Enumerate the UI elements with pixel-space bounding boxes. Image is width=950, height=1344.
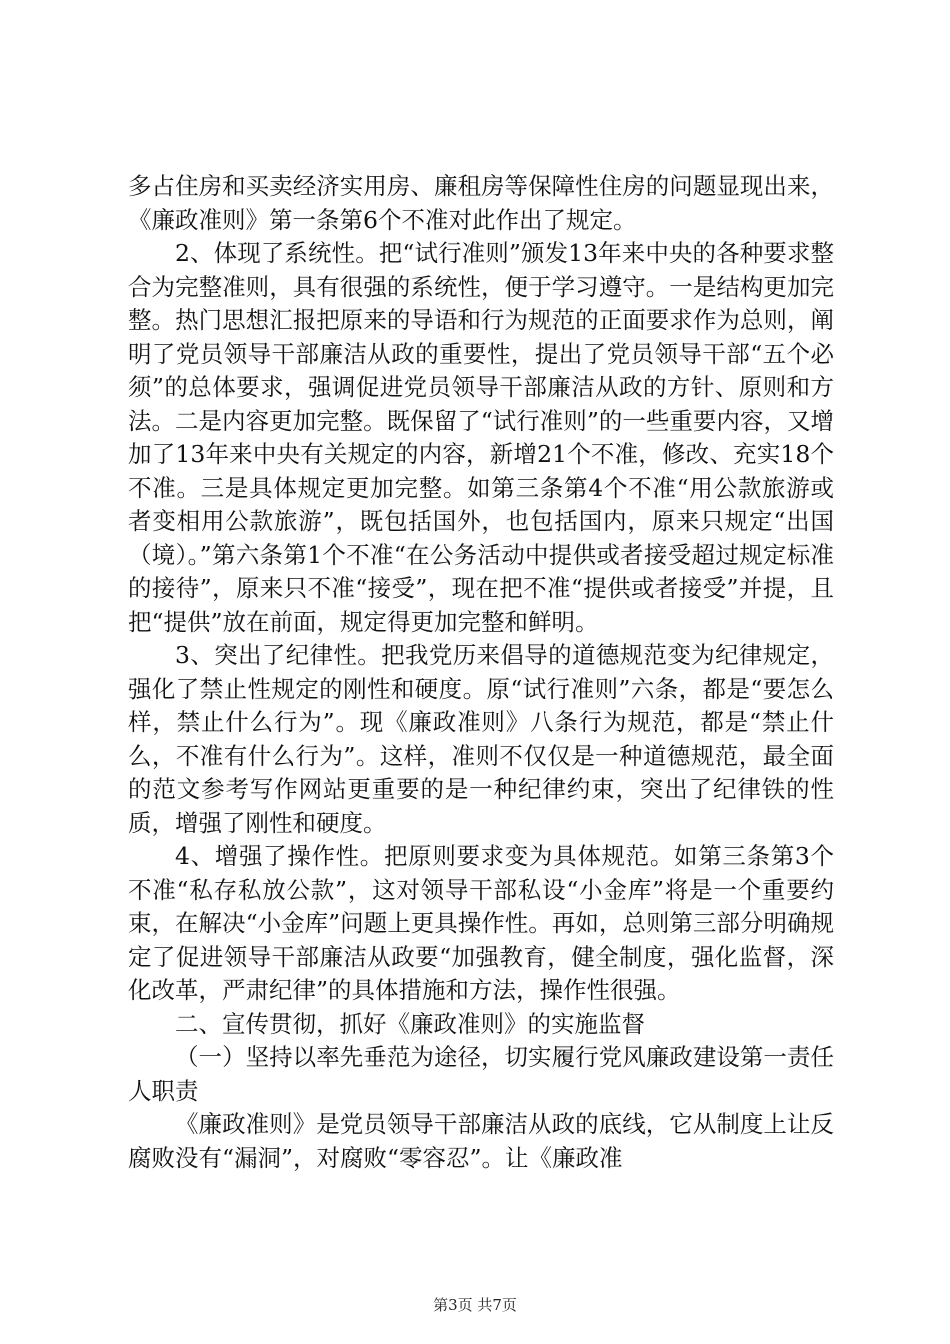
section-heading: 二、宣传贯彻，抓好《廉政准则》的实施监督 <box>175 1009 645 1038</box>
paragraph-systematic: 2、体现了系统性。把“试行准则”颁发13年来中央的各种要求整合为完整准则，具有很强的系统性，便于学习遵守。一是结构更加完整。热门思想汇报把原来的导语和行为规范的正面要求作为总则，阐明了党员领导干部廉洁从政的重要性，提出了党员领导干部“五个必须”的总体要求，强调促进党员领导干部廉洁从政的方针、原则和方法。二是内容更加完整。既保留了“试行准则”的一些重要内容，又增加了13年来中央有关规定的内容，新增21个不准，修改、充实18个不准。三是具体规定更加完整。如第三条第4个不准“用公款旅游或者变相用公款旅游”，既包括国外，也包括国内，原来只规定“出国（境）。”第六条第1个不准“在公务活动中提供或者接受超过规定标准的接待”，原来只不准“接受”，现在把不准“提供或者接受”并提，且把“提供”放在前面，规定得更加完整和鲜明。 <box>128 239 834 636</box>
paragraph-bottom-line: 《廉政准则》是党员领导干部廉洁从政的底线，它从制度上让反腐败没有“漏洞”，对腐败“零容忍”。让《廉政准 <box>128 1110 834 1172</box>
paragraph-operability: 4、增强了操作性。把原则要求变为具体规范。如第三条第3个不准“私存私放公款”，这对领导干部私设“小金库”将是一个重要约束，在解决“小金库”问题上更具操作性。再如，总则第三部分明确规定了促进领导干部廉洁从政要“加强教育，健全制度，强化监督，深化改革，严肃纪律”的具体措施和方法，操作性很强。 <box>128 842 834 1004</box>
page-footer: 第3页 共7页 <box>433 1296 517 1314</box>
body-text <box>128 170 834 1175</box>
subsection-heading: （一）坚持以率先垂范为途径，切实履行党风廉政建设第一责任人职责 <box>128 1043 834 1105</box>
paragraph-discipline: 3、突出了纪律性。把我党历来倡导的道德规范变为纪律规定，强化了禁止性规定的刚性和硬度。原“试行准则”六条，都是“要怎么样，禁止什么行为”。现《廉政准则》八条行为规范，都是“禁止什么，不准有什么行为”。这样，准则不仅仅是一种道德规范，最全面的范文参考写作网站更重要的是一种纪律约束，突出了纪律铁的性质，增强了刚性和硬度。 <box>128 641 834 837</box>
paragraph-continuation: 多占住房和买卖经济实用房、廉租房等保障性住房的问题显现出来，《廉政准则》第一条第6个不准对此作出了规定。 <box>128 172 834 234</box>
